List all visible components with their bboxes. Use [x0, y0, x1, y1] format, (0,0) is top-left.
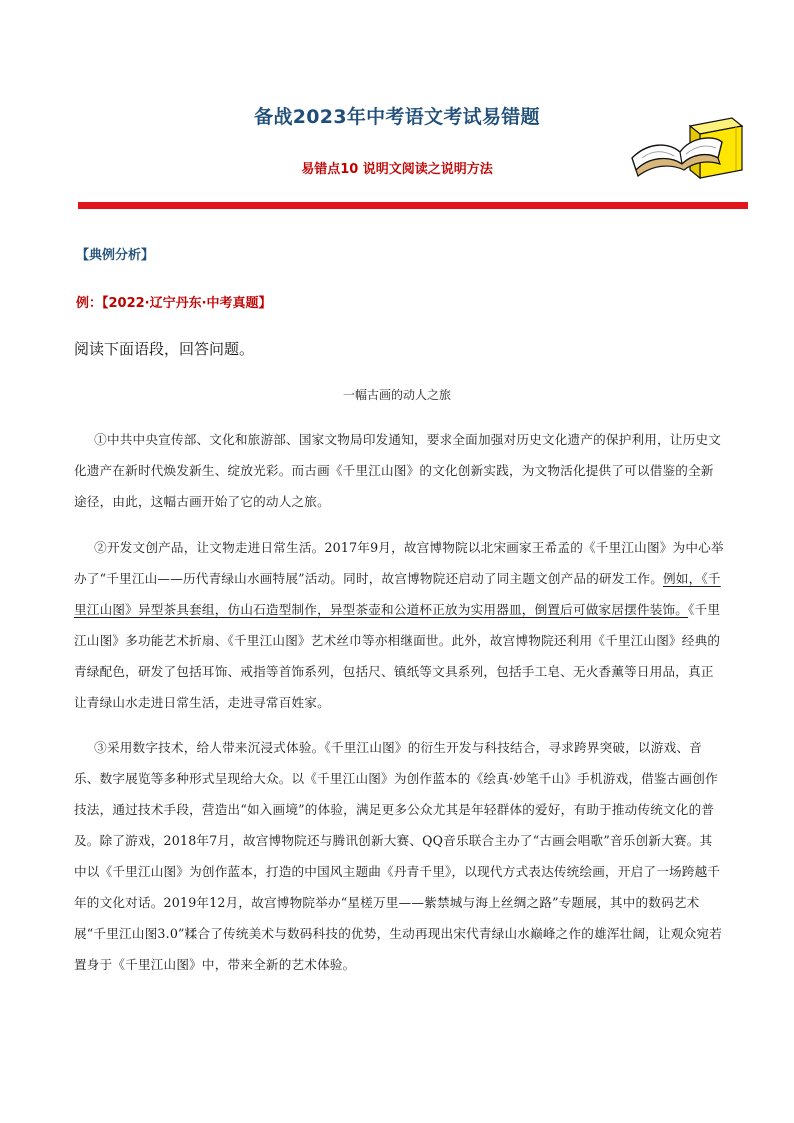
paragraph-text: 《千里江山图》多功能艺术折扇、《千里江山图》艺术丝巾等亦相继面世。此外，故宫博物院还利用《千里江山图》经典的青绿配色，研发了包括耳饰、戒指等首饰系列，包括尺、镇纸等文具系列，包括手工皂、无火香薰等日用品，真正让青绿山水走进日常生活，走进寻常百姓家。: [74, 602, 721, 710]
paragraph-text: ③采用数字技术，给人带来沉浸式体验。《千里江山图》的衍生开发与科技结合，寻求跨界突破，以游戏、音乐、数字展览等多种形式呈现给大众。以《千里江山图》为创作蓝本的《绘真·妙笔千山》手机游戏，借鉴古画创作技法，通过技术手段，营造出“如入画境”的体验，满足更多公众尤其是年轻群体的爱好，有助于推动传统文化的普及。除了游戏，2018年7月，故宫博物院还与腾讯创新大赛、QQ音乐联合主办了“古画会唱歌”音乐创新大赛。其中以《千里江山图》为创作蓝本，打造的中国风主题曲《丹青千里》，以现代方式表达传统绘画，开启了一场跨越千年的文化对话。2019年12月，故宫博物院举办“星槎万里——紫禁城与海上丝绸之路”专题展，其中的数码艺术展“千里江山图3.0”糅合了传统美术与数码科技的优势，生动再现出宋代青绿山水巅峰之作的雄浑壮阔，让观众宛若置身于《千里江山图》中，带来全新的艺术体验。: [74, 740, 723, 972]
example-source-label: 例：【2022·辽宁丹东·中考真题】: [76, 296, 272, 311]
document-title: 备战2023年中考语文考试易错题: [254, 106, 540, 128]
article-paragraph: [74, 532, 724, 718]
article-paragraph: [74, 424, 724, 517]
article-title: 一幅古画的动人之旅: [342, 388, 451, 402]
open-book-icon: [628, 112, 748, 184]
document-subtitle: 易错点10 说明文阅读之说明方法: [301, 162, 493, 177]
paragraph-text: ②开发文创产品，让文物走进日常生活。2017年9月，故宫博物院以北宋画家王希孟的《千里江山图》为中心举办了“千里江山——历代青绿山水画特展”活动。同时，故宫博物院还启动了同主题文创产品的研发工作。: [74, 540, 724, 586]
underlined-sentence: 例如，《千里江山图》异型茶具套组，仿山石造型制作，异型茶壶和公道杯正放为实用器皿，倒置后可做家居摆件装饰。: [74, 571, 721, 617]
article-paragraph: [74, 732, 724, 980]
header-divider: [78, 202, 748, 209]
question-instruction: 阅读下面语段，回答问题。: [74, 340, 255, 358]
section-label: 【典例分析】: [76, 248, 155, 263]
paragraph-text: ①中共中央宣传部、文化和旅游部、国家文物局印发通知，要求全面加强对历史文化遗产的保护利用，让历史文化遗产在新时代焕发新生、绽放光彩。而古画《千里江山图》的文化创新实践，为文物活化提供了可以借鉴的全新途径，由此，这幅古画开始了它的动人之旅。: [74, 432, 722, 509]
